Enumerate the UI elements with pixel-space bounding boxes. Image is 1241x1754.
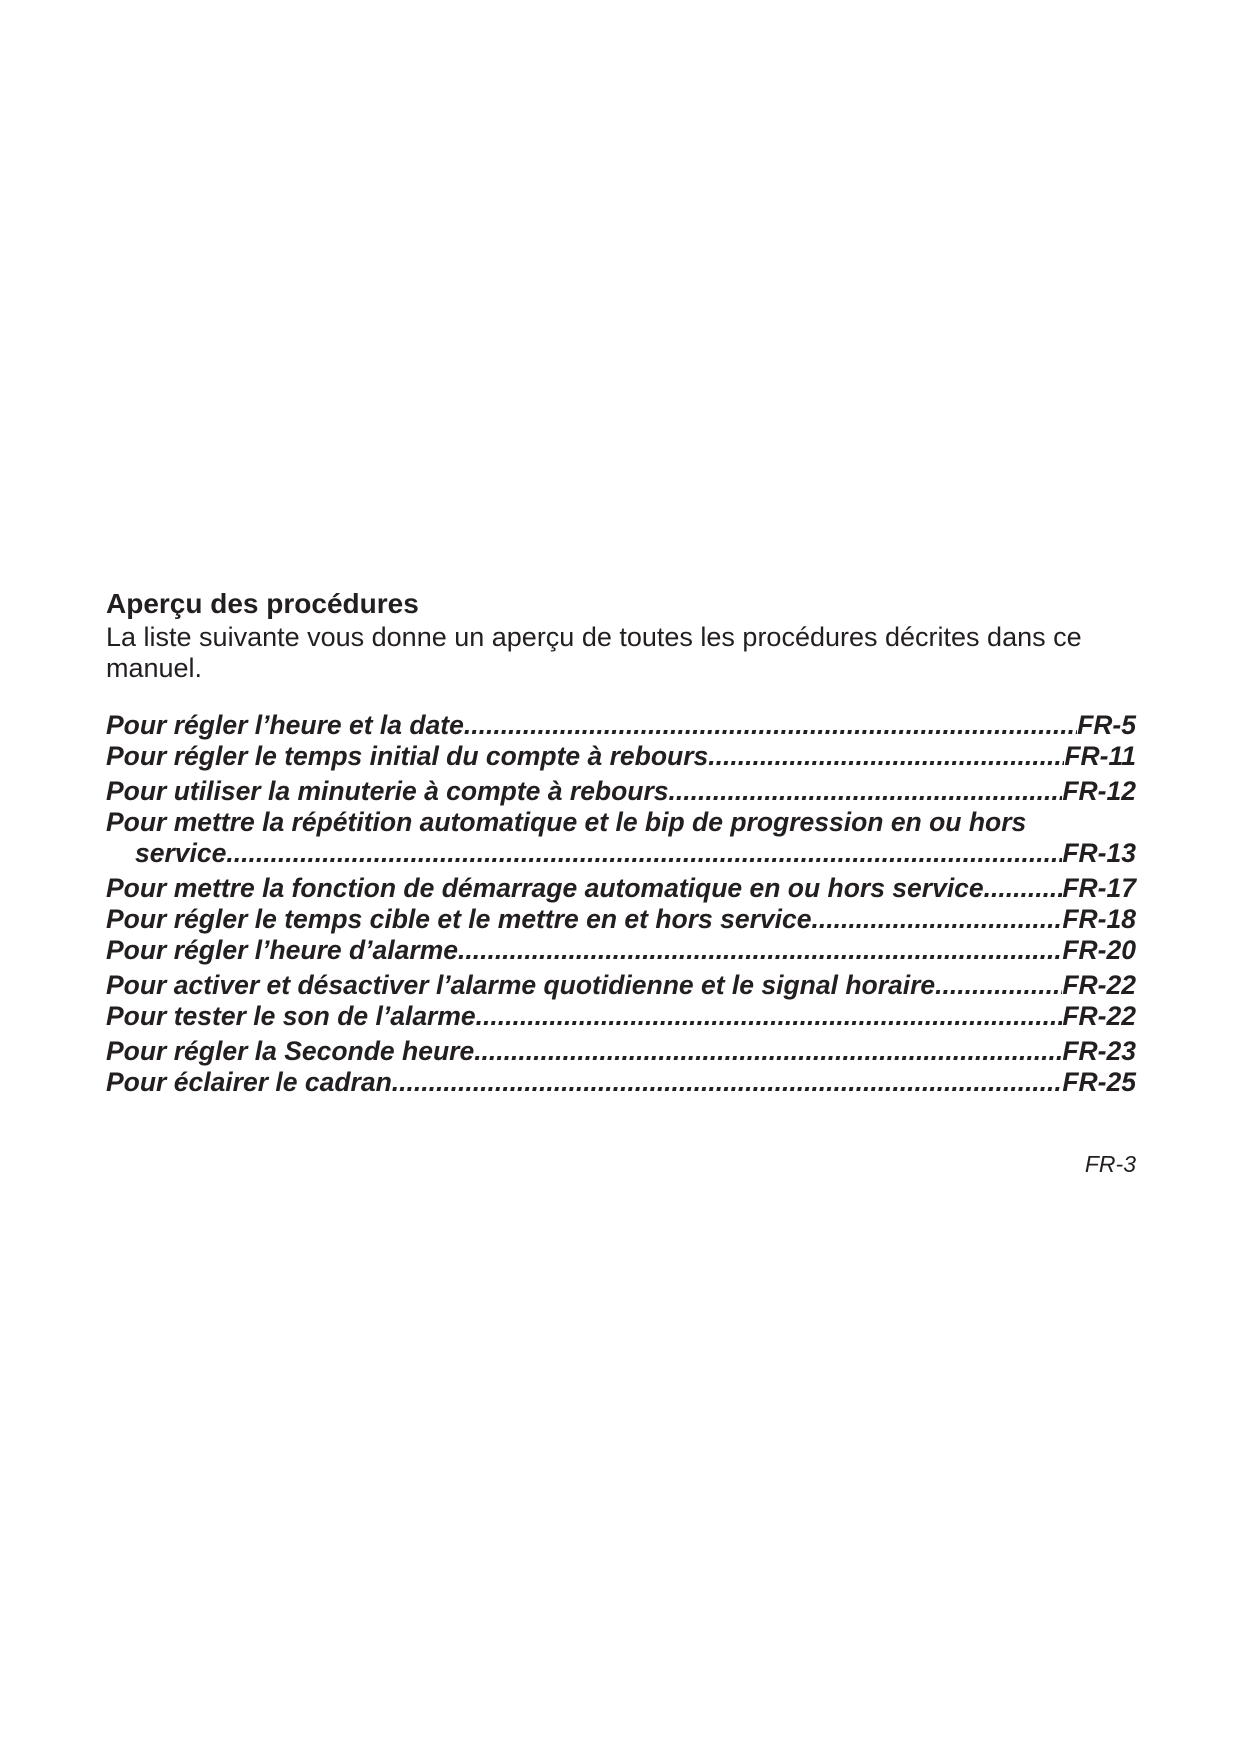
toc-entry[interactable] — [106, 741, 1136, 772]
toc-entry-label-continued: service — [135, 838, 227, 868]
toc-entry[interactable] — [106, 873, 1136, 904]
toc-entry-page: FR-12 — [1062, 776, 1136, 806]
toc-entry-page: FR-22 — [1062, 1001, 1136, 1031]
procedures-overview — [106, 586, 1136, 1098]
toc-entry[interactable] — [106, 1067, 1136, 1098]
toc-entry[interactable] — [106, 1001, 1136, 1032]
toc-leader-dots — [464, 710, 1077, 741]
toc-leader-dots — [669, 776, 1063, 807]
toc-entry[interactable] — [106, 776, 1136, 807]
toc-entry-page: FR-23 — [1062, 1036, 1136, 1066]
toc-leader-dots — [812, 904, 1063, 935]
toc-entry-label: Pour régler l’heure et la date — [106, 710, 464, 740]
toc-entry[interactable] — [106, 904, 1136, 935]
toc-entry-page: FR-22 — [1062, 970, 1136, 1000]
section-title: Aperçu des procédures — [106, 588, 419, 619]
toc-entry[interactable] — [106, 970, 1136, 1001]
toc-leader-dots — [984, 873, 1063, 904]
toc-leader-dots — [476, 1001, 1063, 1032]
page-number: FR-3 — [1084, 1151, 1136, 1177]
toc-entry-label: Pour tester le son de l’alarme — [106, 1001, 476, 1031]
toc-leader-dots — [708, 741, 1064, 772]
toc-entry-label: Pour régler le temps initial du compte à rebours — [106, 741, 709, 771]
toc-entry[interactable] — [106, 1036, 1136, 1067]
toc-leader-dots — [392, 1067, 1063, 1098]
toc-entry-page: FR-18 — [1062, 904, 1136, 934]
toc-leader-dots — [458, 935, 1062, 966]
toc-leader-dots — [474, 1036, 1062, 1067]
toc-entry[interactable] — [106, 807, 1136, 869]
toc-entry-page: FR-20 — [1062, 935, 1136, 965]
toc-leader-dots — [935, 970, 1062, 1001]
toc-entry-label: Pour régler l’heure d’alarme — [106, 935, 458, 965]
toc-entry-label: Pour activer et désactiver l’alarme quotidienne et le signal horaire — [106, 970, 936, 1000]
toc-entry-page: FR-5 — [1077, 710, 1136, 740]
toc-entry-page: FR-17 — [1062, 873, 1136, 903]
toc-entry-label: Pour mettre la répétition automatique et le bip de progression en ou hors — [106, 807, 1027, 837]
toc-entry-page: FR-11 — [1064, 741, 1136, 771]
toc-entry[interactable] — [106, 710, 1136, 741]
toc-entry-line — [106, 838, 1136, 869]
toc-entry-label: Pour régler le temps cible et le mettre en et hors service — [106, 904, 812, 934]
toc-entry-label: Pour régler la Seconde heure — [106, 1036, 475, 1066]
toc-entry-line — [106, 807, 1136, 838]
toc-entry-page: FR-25 — [1062, 1067, 1136, 1097]
toc-entry-label: Pour mettre la fonction de démarrage automatique en ou hors service — [106, 873, 984, 903]
section-intro: La liste suivante vous donne un aperçu de toutes les procédures décrites dans ce manuel. — [106, 622, 1082, 683]
toc-entry-label: Pour éclairer le cadran — [106, 1067, 392, 1097]
toc-list — [106, 710, 1136, 1098]
toc-entry-label: Pour utiliser la minuterie à compte à rebours — [106, 776, 669, 806]
toc-leader-dots — [226, 838, 1062, 869]
toc-entry-page: FR-13 — [1062, 838, 1136, 868]
toc-entry[interactable] — [106, 935, 1136, 966]
